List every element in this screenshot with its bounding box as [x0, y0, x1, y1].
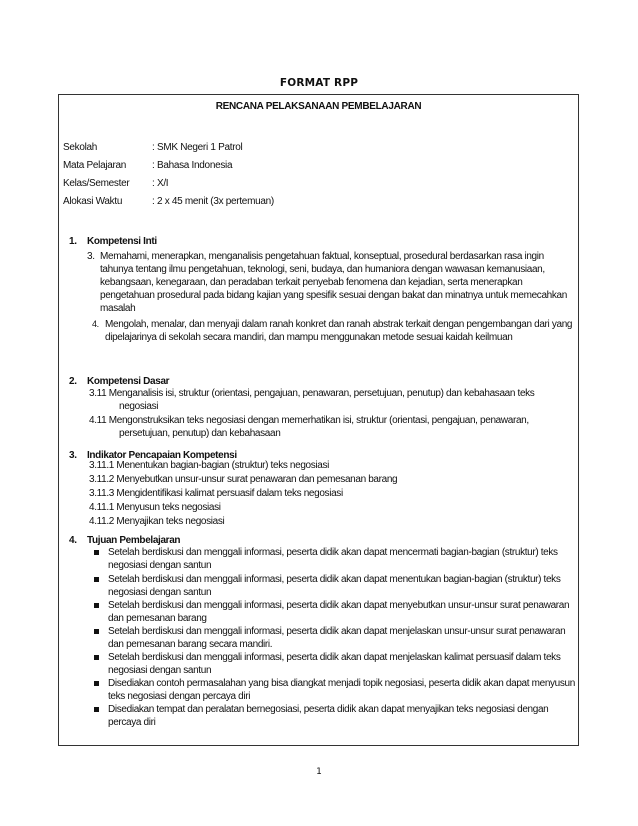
item-line: persetujuan, penutup) dan kebahasaan — [119, 428, 281, 439]
objective-line: percaya diri — [108, 717, 156, 728]
item-line: negosiasi — [119, 401, 159, 412]
bullet-icon — [94, 629, 99, 634]
objective-line: Setelah berdiskusi dan menggali informasi, peserta didik akan dapat menjelaskan kalimat persuasif dalam teks — [108, 652, 561, 663]
item-line: tahunya tentang ilmu pengetahuan, teknologi, seni, budaya, dan humaniora dengan wawasan kemanusiaan, — [100, 264, 545, 275]
identity-table — [63, 142, 363, 214]
identity-row-school — [63, 142, 363, 160]
identity-value: : 2 x 45 menit (3x pertemuan) — [152, 196, 274, 207]
bullet-icon — [94, 707, 99, 712]
indicator-item: 4.11.1 Menyusun teks negosiasi — [89, 502, 221, 513]
item-line: masalah — [100, 303, 136, 314]
objective-line: Disediakan tempat dan peralatan bernegosiasi, peserta didik akan dapat menyajikan teks negosiasi dengan — [108, 704, 549, 715]
rpp-frame — [58, 94, 579, 746]
objective-line: dan pemesanan barang secara mandiri. — [108, 639, 273, 650]
indicator-item: 3.11.2 Menyebutkan unsur-unsur surat penawaran dan pemesanan barang — [89, 474, 398, 485]
objective-line: Disediakan contoh permasalahan yang bisa diangkat menjadi topik negosiasi, peserta didik akan dapat menyusun — [108, 678, 575, 689]
item-line: 3.11 Menganalisis isi, struktur (orientasi, pengajuan, penawaran, persetujuan, penutup) dan kebahasaan teks — [89, 388, 535, 399]
section-number: 3. — [69, 450, 77, 461]
page-number: 1 — [316, 767, 322, 777]
bullet-icon — [94, 681, 99, 686]
objective-line: negosiasi dengan santun — [108, 560, 212, 571]
identity-row-time — [63, 196, 363, 214]
indicator-item: 3.11.1 Menentukan bagian-bagian (struktur) teks negosiasi — [89, 460, 330, 471]
objective-line: teks negosiasi dengan percaya diri — [108, 691, 251, 702]
section-heading: Kompetensi Dasar — [87, 376, 170, 387]
section-number: 1. — [69, 236, 77, 247]
objective-line: Setelah berdiskusi dan menggali informasi, peserta didik akan dapat menentukan bagian-bagian (struktur) teks — [108, 574, 561, 585]
identity-row-class — [63, 178, 363, 196]
identity-label: Kelas/Semester — [63, 178, 130, 189]
bullet-icon — [94, 577, 99, 582]
frame-title: RENCANA PELAKSANAAN PEMBELAJARAN — [215, 101, 422, 112]
identity-value: : X/I — [152, 178, 169, 189]
item-line: 4.11 Mengonstruksikan teks negosiasi dengan memerhatikan isi, struktur (orientasi, pengajuan, penawaran, — [89, 415, 529, 426]
objective-line: Setelah berdiskusi dan menggali informasi, peserta didik akan dapat menjelaskan unsur-unsur surat penawaran — [108, 626, 566, 637]
bullet-icon — [94, 550, 99, 555]
identity-label: Mata Pelajaran — [63, 160, 127, 171]
section-number: 4. — [69, 535, 77, 546]
identity-value: : Bahasa Indonesia — [152, 160, 233, 171]
section-heading: Kompetensi Inti — [87, 236, 157, 247]
bullet-icon — [94, 655, 99, 660]
objective-line: Setelah berdiskusi dan menggali informasi, peserta didik akan dapat mencermati bagian-bagian (struktur) teks — [108, 547, 558, 558]
identity-value: : SMK Negeri 1 Patrol — [152, 142, 243, 153]
section-heading: Tujuan Pembelajaran — [87, 535, 181, 546]
bullet-icon — [94, 603, 99, 608]
objective-line: dan pemesanan barang — [108, 613, 207, 624]
section-heading: Indikator Pencapaian Kompetensi — [87, 450, 237, 461]
item-line: pengetahuan prosedural pada bidang kajian yang spesifik sesuai dengan bakat dan minatnya untuk memecahkan — [100, 290, 567, 301]
indicator-item: 3.11.3 Mengidentifikasi kalimat persuasif dalam teks negosiasi — [89, 488, 343, 499]
item-line: dipelajarinya di sekolah secara mandiri, dan mampu menggunakan metode sesuai kaidah keilmuan — [105, 332, 513, 343]
item-number: 4. — [92, 319, 99, 329]
objective-line: negosiasi dengan santun — [108, 665, 212, 676]
item-line: Mengolah, menalar, dan menyaji dalam ranah konkret dan ranah abstrak terkait dengan pengembangan dari yang — [105, 319, 573, 330]
objective-line: negosiasi dengan santun — [108, 587, 212, 598]
identity-label: Sekolah — [63, 142, 98, 153]
objective-line: Setelah berdiskusi dan menggali informasi, peserta didik akan dapat menyebutkan unsur-unsur surat penawaran — [108, 600, 570, 611]
item-line: kebangsaan, kenegaraan, dan peradaban terkait penyebab fenomena dan kejadian, serta menerapkan — [100, 277, 523, 288]
document-title: FORMAT RPP — [279, 77, 359, 89]
item-number: 3. — [87, 251, 95, 262]
section-number: 2. — [69, 376, 77, 387]
identity-row-subject — [63, 160, 363, 178]
item-line: Memahami, menerapkan, menganalisis pengetahuan faktual, konseptual, prosedural berdasarkan rasa ingin — [100, 251, 544, 262]
indicator-item: 4.11.2 Menyajikan teks negosiasi — [89, 516, 225, 527]
identity-label: Alokasi Waktu — [63, 196, 123, 207]
